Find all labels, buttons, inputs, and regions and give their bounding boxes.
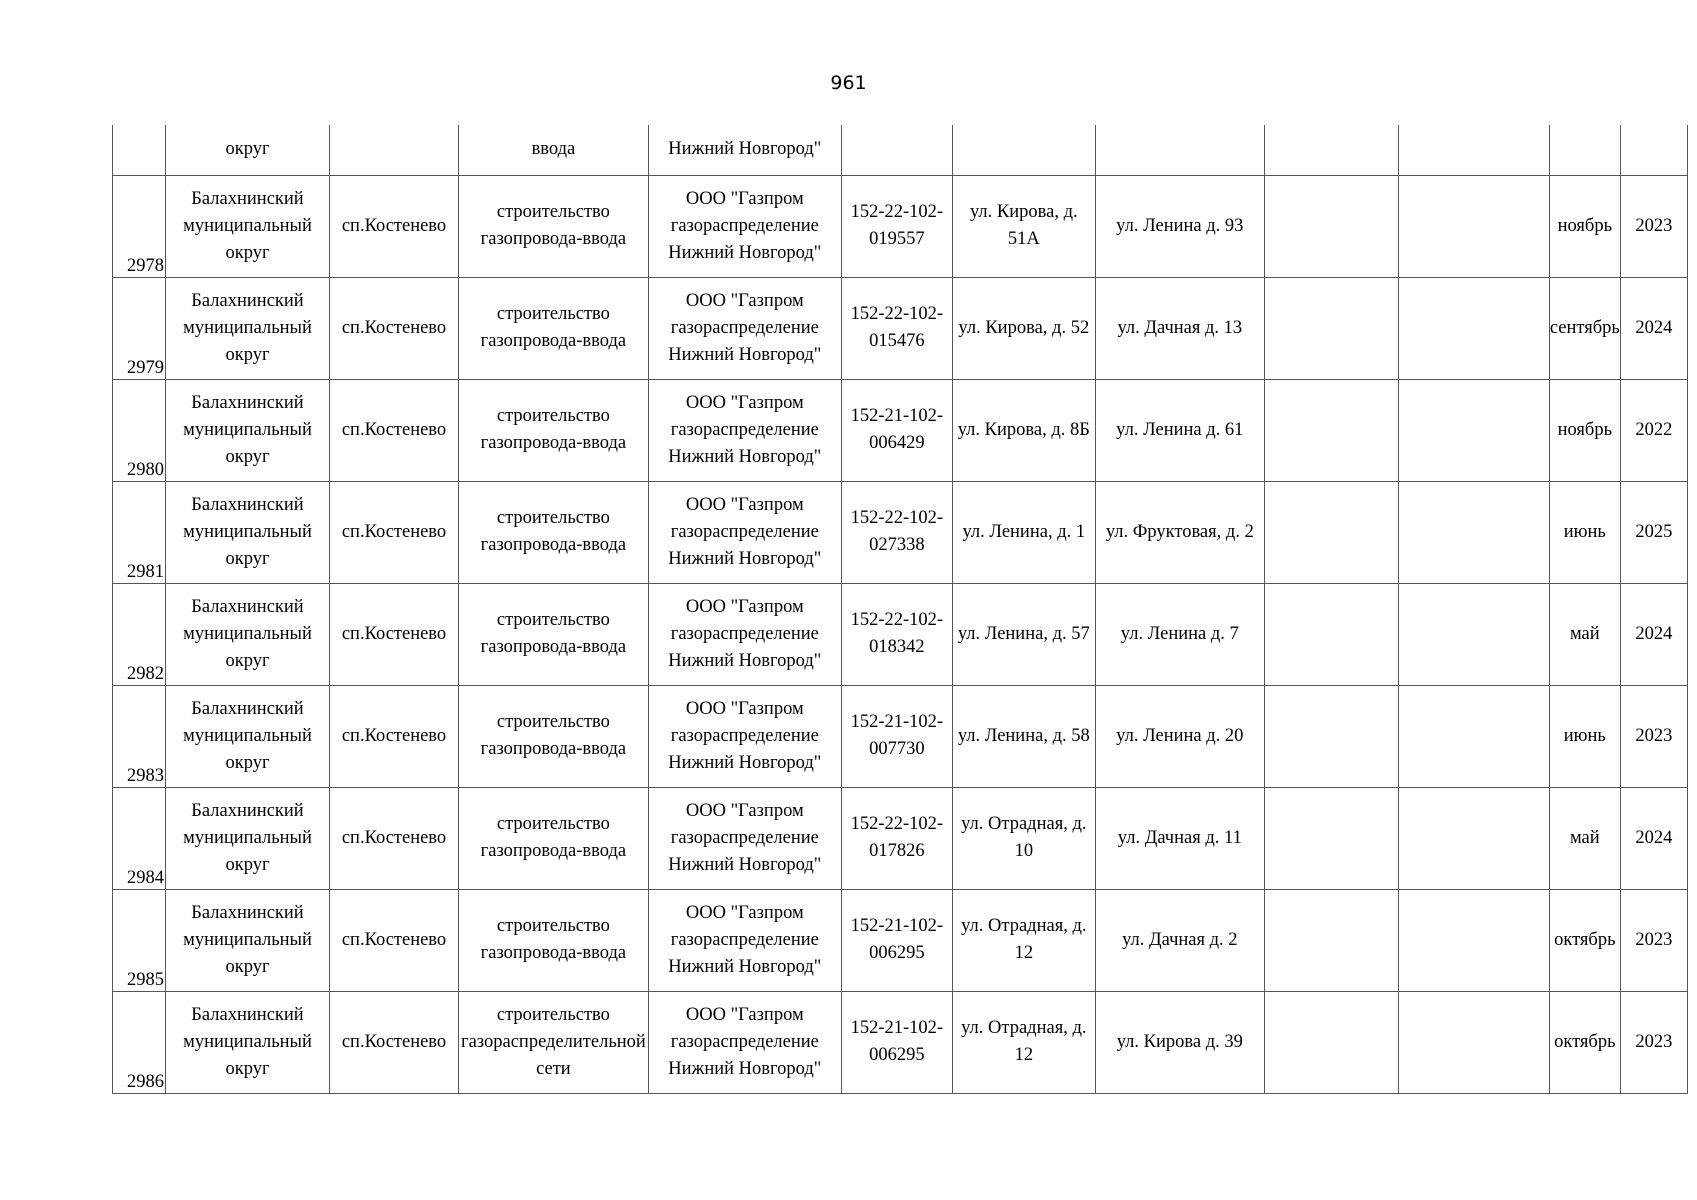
cell-org: ООО "Газпром газораспределение Нижний Новгород": [648, 685, 841, 787]
cell-code: 152-21-102-006295: [841, 889, 952, 991]
cell-work: строительство газопровода-ввода: [459, 175, 649, 277]
cell-settlement: сп.Костенево: [330, 991, 459, 1093]
cell-extra-1: [1264, 991, 1398, 1093]
cell-work: строительство газопровода-ввода: [459, 379, 649, 481]
cell-year: 2025: [1620, 481, 1687, 583]
cell-address-to: ул. Фруктовая, д. 2: [1095, 481, 1264, 583]
cell-org: ООО "Газпром газораспределение Нижний Новгород": [648, 583, 841, 685]
cell-extra-2: [1398, 889, 1549, 991]
cell-year: 2023: [1620, 991, 1687, 1093]
cell-district: Балахнинский муниципальный округ: [166, 685, 330, 787]
cell-code: 152-21-102-007730: [841, 685, 952, 787]
cell-num: 2979: [113, 277, 166, 379]
cell-address-from: ул. Ленина, д. 57: [952, 583, 1095, 685]
cell-address-from: ул. Отрадная, д. 10: [952, 787, 1095, 889]
table-row: [113, 889, 1688, 991]
table-row: [113, 379, 1688, 481]
cell-org: Нижний Новгород": [648, 125, 841, 175]
table-row: [113, 583, 1688, 685]
cell-code: 152-21-102-006295: [841, 991, 952, 1093]
cell-district: Балахнинский муниципальный округ: [166, 277, 330, 379]
cell-year: 2024: [1620, 787, 1687, 889]
table-row: [113, 277, 1688, 379]
cell-address-to: ул. Ленина д. 61: [1095, 379, 1264, 481]
cell-num: 2981: [113, 481, 166, 583]
cell-extra-1: [1264, 277, 1398, 379]
cell-num: 2986: [113, 991, 166, 1093]
cell-district: Балахнинский муниципальный округ: [166, 889, 330, 991]
cell-code: 152-22-102-019557: [841, 175, 952, 277]
cell-settlement: сп.Костенево: [330, 685, 459, 787]
cell-district: Балахнинский муниципальный округ: [166, 787, 330, 889]
registry-table: [112, 125, 1688, 1094]
cell-district: Балахнинский муниципальный округ: [166, 991, 330, 1093]
table-row: [113, 991, 1688, 1093]
cell-month: октябрь: [1549, 889, 1620, 991]
cell-num: 2978: [113, 175, 166, 277]
cell-extra-2: [1398, 685, 1549, 787]
cell-district: округ: [166, 125, 330, 175]
cell-work: строительство газопровода-ввода: [459, 685, 649, 787]
cell-org: ООО "Газпром газораспределение Нижний Новгород": [648, 787, 841, 889]
cell-org: ООО "Газпром газораспределение Нижний Новгород": [648, 991, 841, 1093]
cell-address-from: ул. Отрадная, д. 12: [952, 991, 1095, 1093]
cell-code: 152-22-102-017826: [841, 787, 952, 889]
cell-settlement: сп.Костенево: [330, 379, 459, 481]
cell-month: [1549, 125, 1620, 175]
table-row: [113, 685, 1688, 787]
cell-address-from: ул. Кирова, д. 52: [952, 277, 1095, 379]
cell-district: Балахнинский муниципальный округ: [166, 175, 330, 277]
cell-settlement: сп.Костенево: [330, 175, 459, 277]
cell-extra-2: [1398, 277, 1549, 379]
cell-work: строительство газопровода-ввода: [459, 583, 649, 685]
cell-org: ООО "Газпром газораспределение Нижний Новгород": [648, 481, 841, 583]
cell-extra-1: [1264, 787, 1398, 889]
cell-address-to: ул. Ленина д. 20: [1095, 685, 1264, 787]
cell-address-from: ул. Отрадная, д. 12: [952, 889, 1095, 991]
cell-org: ООО "Газпром газораспределение Нижний Новгород": [648, 379, 841, 481]
cell-address-to: ул. Дачная д. 11: [1095, 787, 1264, 889]
cell-settlement: [330, 125, 459, 175]
cell-extra-1: [1264, 481, 1398, 583]
cell-year: 2023: [1620, 175, 1687, 277]
cell-num: 2984: [113, 787, 166, 889]
cell-work: строительство газопровода-ввода: [459, 787, 649, 889]
cell-month: ноябрь: [1549, 175, 1620, 277]
table-row: [113, 787, 1688, 889]
cell-settlement: сп.Костенево: [330, 889, 459, 991]
table-row: [113, 481, 1688, 583]
cell-address-from: ул. Кирова, д. 51А: [952, 175, 1095, 277]
cell-extra-1: [1264, 889, 1398, 991]
cell-extra-1: [1264, 125, 1398, 175]
cell-settlement: сп.Костенево: [330, 277, 459, 379]
page-number: 961: [830, 72, 867, 94]
cell-code: [841, 125, 952, 175]
cell-extra-2: [1398, 787, 1549, 889]
cell-address-from: [952, 125, 1095, 175]
cell-code: 152-22-102-018342: [841, 583, 952, 685]
cell-work: ввода: [459, 125, 649, 175]
cell-code: 152-22-102-015476: [841, 277, 952, 379]
cell-settlement: сп.Костенево: [330, 481, 459, 583]
cell-work: строительство газопровода-ввода: [459, 277, 649, 379]
cell-work: строительство газопровода-ввода: [459, 481, 649, 583]
cell-month: май: [1549, 787, 1620, 889]
cell-settlement: сп.Костенево: [330, 787, 459, 889]
cell-year: 2022: [1620, 379, 1687, 481]
cell-year: 2023: [1620, 889, 1687, 991]
cell-address-from: ул. Ленина, д. 58: [952, 685, 1095, 787]
cell-address-to: ул. Ленина д. 93: [1095, 175, 1264, 277]
cell-org: ООО "Газпром газораспределение Нижний Новгород": [648, 277, 841, 379]
cell-district: Балахнинский муниципальный округ: [166, 379, 330, 481]
cell-month: ноябрь: [1549, 379, 1620, 481]
cell-org: ООО "Газпром газораспределение Нижний Новгород": [648, 175, 841, 277]
cell-year: 2024: [1620, 277, 1687, 379]
cell-year: 2024: [1620, 583, 1687, 685]
cell-extra-2: [1398, 125, 1549, 175]
cell-work: строительство газопровода-ввода: [459, 889, 649, 991]
cell-address-to: ул. Дачная д. 2: [1095, 889, 1264, 991]
cell-num: 2980: [113, 379, 166, 481]
table-row: [113, 175, 1688, 277]
cell-num: 2983: [113, 685, 166, 787]
cell-address-from: ул. Кирова, д. 8Б: [952, 379, 1095, 481]
cell-address-to: [1095, 125, 1264, 175]
cell-extra-2: [1398, 175, 1549, 277]
cell-num: [113, 125, 166, 175]
cell-extra-1: [1264, 175, 1398, 277]
cell-code: 152-21-102-006429: [841, 379, 952, 481]
cell-extra-1: [1264, 379, 1398, 481]
cell-month: май: [1549, 583, 1620, 685]
cell-month: июнь: [1549, 685, 1620, 787]
cell-settlement: сп.Костенево: [330, 583, 459, 685]
cell-org: ООО "Газпром газораспределение Нижний Новгород": [648, 889, 841, 991]
cell-num: 2982: [113, 583, 166, 685]
cell-year: [1620, 125, 1687, 175]
cell-extra-1: [1264, 685, 1398, 787]
cell-address-from: ул. Ленина, д. 1: [952, 481, 1095, 583]
cell-work: строительство газораспределительной сети: [459, 991, 649, 1093]
cell-extra-2: [1398, 379, 1549, 481]
cell-month: октябрь: [1549, 991, 1620, 1093]
cell-address-to: ул. Дачная д. 13: [1095, 277, 1264, 379]
cell-address-to: ул. Ленина д. 7: [1095, 583, 1264, 685]
cell-year: 2023: [1620, 685, 1687, 787]
cell-month: июнь: [1549, 481, 1620, 583]
cell-month: сентябрь: [1549, 277, 1620, 379]
cell-extra-2: [1398, 481, 1549, 583]
cell-address-to: ул. Кирова д. 39: [1095, 991, 1264, 1093]
cell-num: 2985: [113, 889, 166, 991]
cell-district: Балахнинский муниципальный округ: [166, 583, 330, 685]
cell-extra-1: [1264, 583, 1398, 685]
cell-district: Балахнинский муниципальный округ: [166, 481, 330, 583]
cell-extra-2: [1398, 583, 1549, 685]
cell-extra-2: [1398, 991, 1549, 1093]
cell-code: 152-22-102-027338: [841, 481, 952, 583]
continued-row: [113, 125, 1688, 175]
table-body: [113, 125, 1688, 1093]
